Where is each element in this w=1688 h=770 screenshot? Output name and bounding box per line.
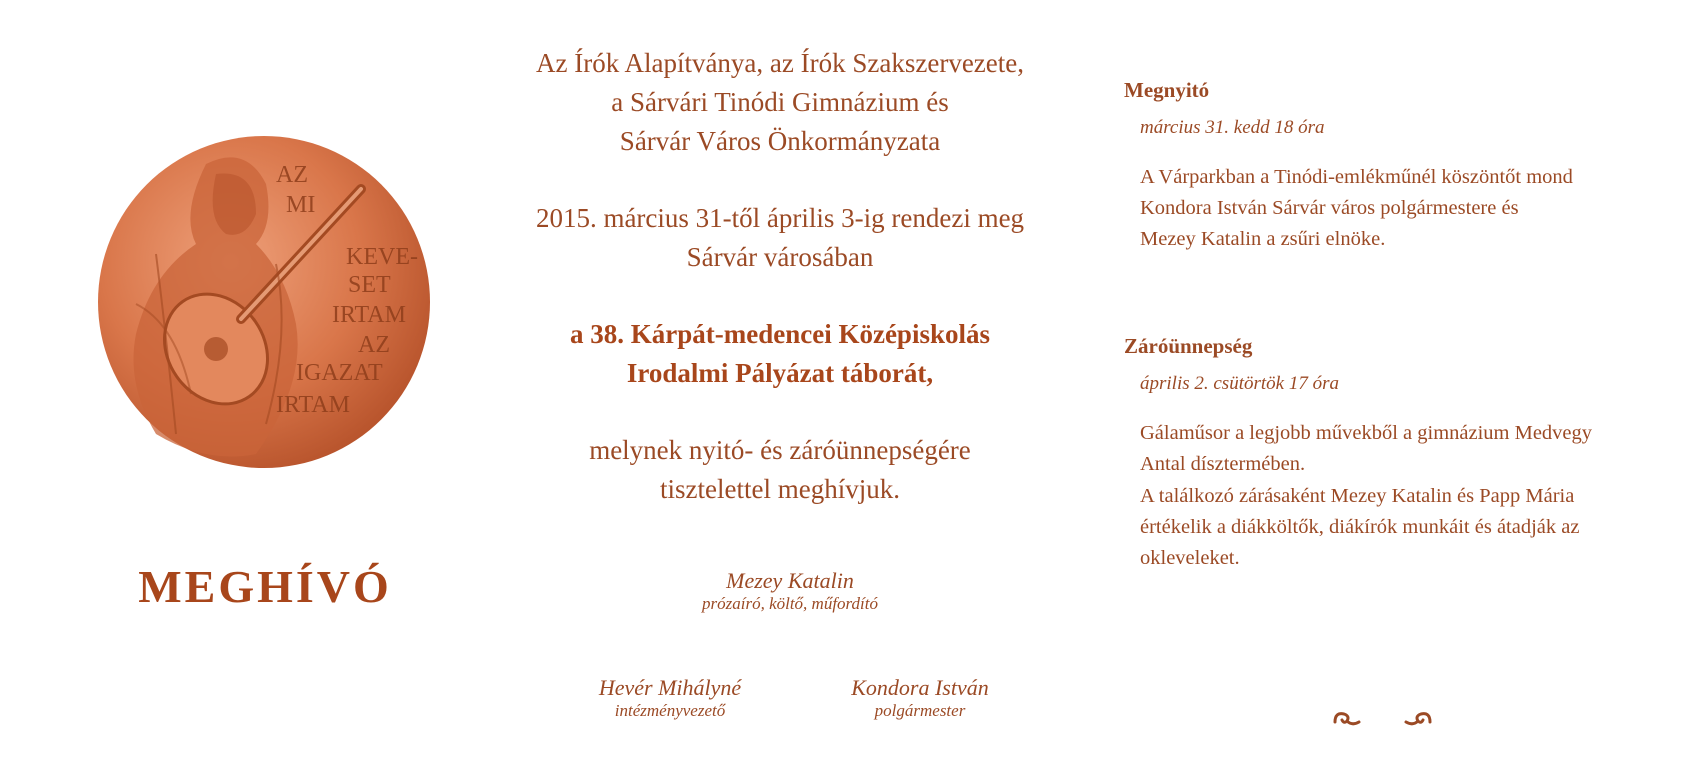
medal-inscription-text: IRTAM <box>332 302 406 328</box>
closing-description <box>1140 418 1644 480</box>
opening-line: Kondora István Sárvár város polgármestere és <box>1140 197 1519 219</box>
organizers-line: Az Írók Alapítványa, az Írók Szakszervezete, <box>535 48 1025 78</box>
closing-line: A találkozó zárásaként Mezey Katalin és Papp Mária <box>1140 485 1575 507</box>
scroll-ornament-icon <box>1403 708 1433 735</box>
organizers-line: a Sárvári Tinódi Gimnázium és <box>611 87 949 117</box>
medal-inscription-text: SET <box>348 272 391 298</box>
opening-line: A Várparkban a Tinódi-emlékműnél köszöntőt mond <box>1140 166 1573 188</box>
program-column <box>1124 78 1644 574</box>
signature-name: Hevér Mihályné <box>598 675 742 700</box>
medal-inscription-text: IGAZAT <box>296 360 383 386</box>
signature-mezey <box>660 568 920 614</box>
medal-inscription-text: MI <box>286 192 316 218</box>
invite-line: tisztelettel meghívjuk. <box>660 474 900 504</box>
event-line: Irodalmi Pályázat táborát, <box>626 358 934 388</box>
scroll-ornament-icon <box>1332 708 1362 735</box>
date-line: Sárvár városában <box>686 242 874 272</box>
signature-role: intézményvezető <box>614 701 726 720</box>
event-name-block <box>480 315 1080 393</box>
invite-line: melynek nyitó- és záróünnepségére <box>589 435 971 465</box>
organizers-line: Sárvár Város Önkormányzata <box>619 126 941 156</box>
invitation-body <box>480 40 1080 509</box>
date-block <box>480 199 1080 277</box>
opening-line: Mezey Katalin a zsűri elnöke. <box>1140 228 1386 250</box>
terracotta-medal-image <box>96 134 432 470</box>
organizers-block <box>480 44 1080 161</box>
signature-role: polgármester <box>874 701 966 720</box>
invite-block <box>480 431 1080 509</box>
invitation-title: MEGHÍVÓ <box>138 561 392 612</box>
medal-inscription-text: KEVE- <box>346 244 418 270</box>
signature-name: Kondora István <box>851 675 989 700</box>
closing-time: április 2. csütörtök 17 óra <box>1140 373 1339 394</box>
closing-line: értékelik a diákköltők, diákírók munkáit és átadják az <box>1140 516 1580 538</box>
signature-kondora <box>820 675 1020 721</box>
opening-heading: Megnyitó <box>1124 78 1210 102</box>
closing-line: Antal dísztermében. <box>1140 453 1306 475</box>
signature-role: prózaíró, költő, műfordító <box>702 594 878 613</box>
opening-description <box>1140 162 1644 255</box>
medal-inscription-text: AZ <box>276 162 308 188</box>
date-line: 2015. március 31-től április 3-ig rendezi meg <box>535 203 1025 233</box>
closing-heading: Záróünnepség <box>1124 334 1253 358</box>
opening-time: március 31. kedd 18 óra <box>1140 117 1325 138</box>
medal-inscription-text: IRTAM <box>276 392 350 418</box>
event-line: a 38. Kárpát-medencei Középiskolás <box>570 319 990 349</box>
closing-line: okleveleket. <box>1140 547 1240 569</box>
signature-name: Mezey Katalin <box>726 568 854 593</box>
medal-inscription-text: AZ <box>358 332 390 358</box>
signature-hever <box>560 675 780 721</box>
closing-awards-description <box>1140 481 1644 574</box>
closing-line: Gálaműsor a legjobb művekből a gimnázium Medvegy <box>1140 422 1593 444</box>
